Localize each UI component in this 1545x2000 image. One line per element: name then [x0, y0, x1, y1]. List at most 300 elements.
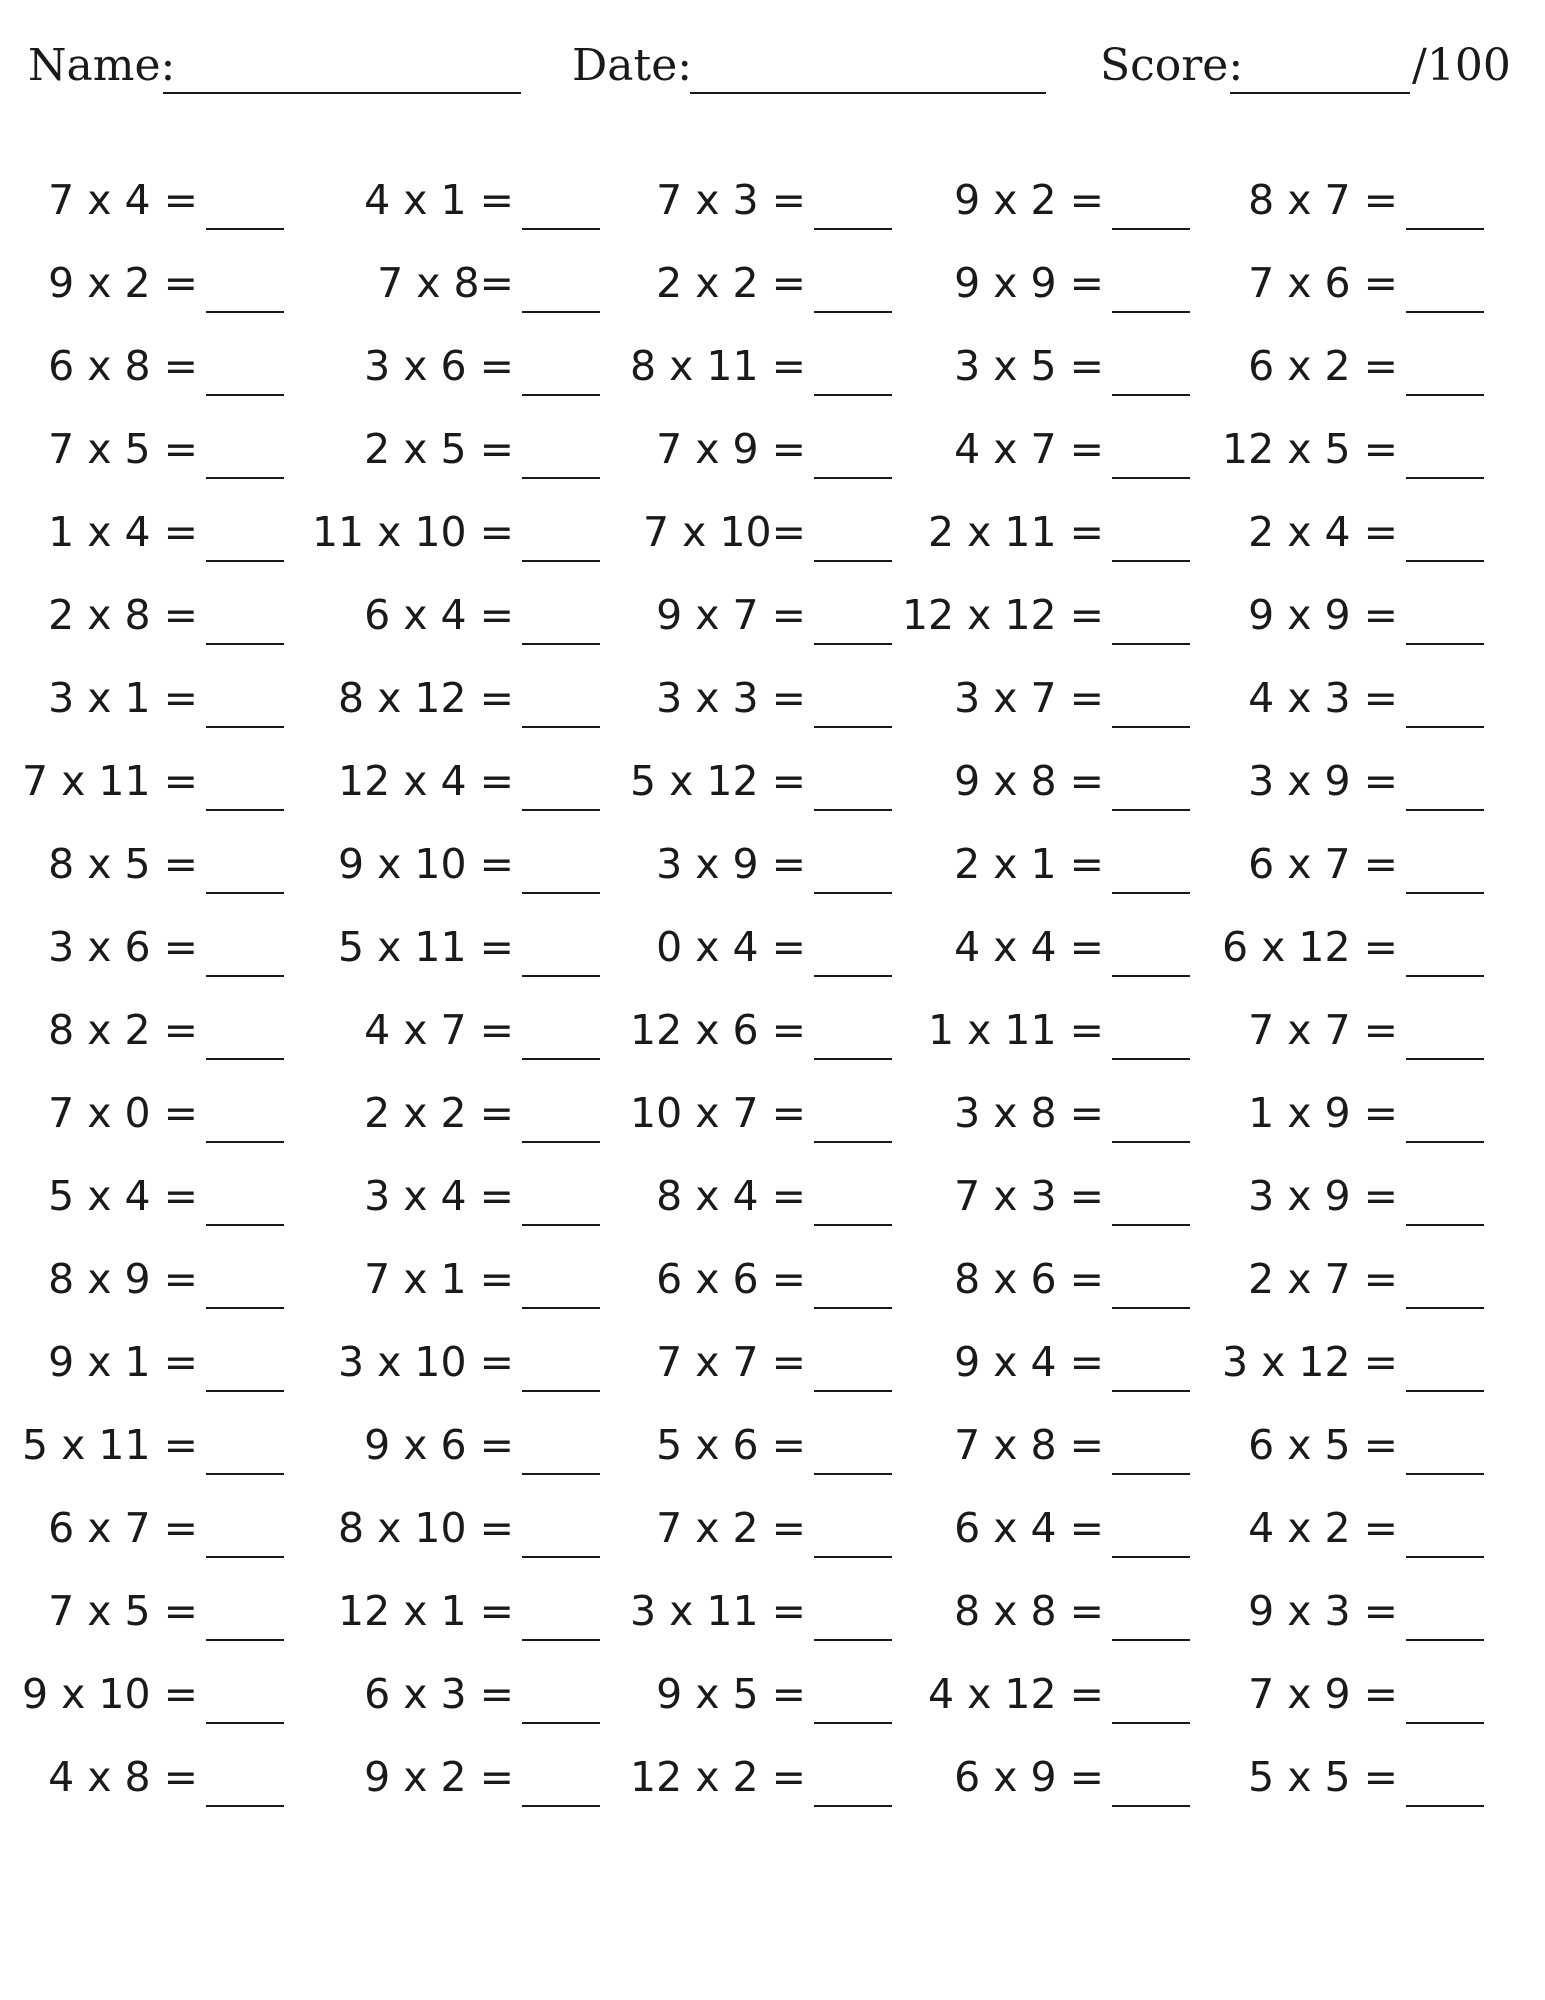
problem-expression: 9 x 2 = [48, 259, 198, 307]
problem-expression: 7 x 8 = [954, 1421, 1104, 1469]
problem-item [22, 747, 330, 830]
answer-blank[interactable] [814, 643, 892, 645]
problem-item [1210, 747, 1500, 830]
problem-expression: 1 x 4 = [48, 508, 198, 556]
problem-item [40, 996, 330, 1079]
answer-blank[interactable] [1112, 1307, 1190, 1309]
problem-expression: 12 x 12 = [901, 591, 1104, 639]
problem-item [918, 166, 1208, 249]
problem-expression: 9 x 2 = [954, 176, 1104, 224]
problem-expression: 8 x 4 = [656, 1172, 806, 1220]
answer-blank[interactable] [1112, 1722, 1190, 1724]
problem-expression: 4 x 7 = [954, 425, 1104, 473]
answer-blank[interactable] [1112, 643, 1190, 645]
problem-item [901, 581, 1208, 664]
answer-blank[interactable] [1112, 477, 1190, 479]
problem-expression: 3 x 1 = [48, 674, 198, 722]
problem-item [918, 1245, 1208, 1328]
answer-blank[interactable] [206, 1722, 284, 1724]
problem-item [918, 1162, 1208, 1245]
answer-blank[interactable] [522, 1390, 600, 1392]
problem-expression: 9 x 2 = [364, 1753, 514, 1801]
problem-item [1210, 1245, 1500, 1328]
problem-item [618, 1577, 908, 1660]
problem-item [618, 830, 908, 913]
problem-item [618, 664, 908, 747]
answer-blank[interactable] [522, 560, 600, 562]
problem-item [40, 581, 330, 664]
problem-expression: 5 x 5 = [1248, 1753, 1398, 1801]
problem-item [330, 249, 620, 332]
answer-blank[interactable] [814, 975, 892, 977]
answer-blank[interactable] [206, 1473, 284, 1475]
problem-item [1210, 581, 1500, 664]
problem-expression: 12 x 6 = [630, 1006, 806, 1054]
answer-blank[interactable] [522, 1722, 600, 1724]
problem-item [618, 747, 908, 830]
problem-item [1210, 996, 1500, 1079]
problem-expression: 8 x 9 = [48, 1255, 198, 1303]
problem-item [918, 1577, 1208, 1660]
problem-item [1210, 249, 1500, 332]
problem-item [1210, 913, 1500, 996]
problem-item [618, 332, 908, 415]
problem-expression: 9 x 4 = [954, 1338, 1104, 1386]
problem-expression: 9 x 8 = [954, 757, 1104, 805]
answer-blank[interactable] [1112, 892, 1190, 894]
answer-blank[interactable] [522, 1639, 600, 1641]
problem-expression: 6 x 5 = [1248, 1421, 1398, 1469]
problem-item [330, 1328, 620, 1411]
problem-item [1210, 1660, 1500, 1743]
answer-blank[interactable] [522, 975, 600, 977]
problem-expression: 8 x 10 = [338, 1504, 514, 1552]
answer-blank[interactable] [1112, 1805, 1190, 1807]
answer-blank[interactable] [1112, 1556, 1190, 1558]
answer-blank[interactable] [1406, 1639, 1484, 1641]
date-blank-line[interactable] [690, 92, 1046, 94]
problem-expression: 3 x 11 = [630, 1587, 806, 1635]
problem-expression: 5 x 11 = [338, 923, 514, 971]
answer-blank[interactable] [1406, 1224, 1484, 1226]
problem-expression: 9 x 10 = [22, 1670, 198, 1718]
problem-item [618, 166, 908, 249]
answer-blank[interactable] [206, 1307, 284, 1309]
problem-expression: 3 x 7 = [954, 674, 1104, 722]
problem-column-4 [901, 166, 1208, 1826]
score-blank-line[interactable] [1230, 92, 1410, 94]
problem-expression: 3 x 8 = [954, 1089, 1104, 1137]
problem-expression: 7 x 7 = [1248, 1006, 1398, 1054]
answer-blank[interactable] [814, 1556, 892, 1558]
problem-column-5 [1210, 166, 1500, 1826]
answer-blank[interactable] [206, 311, 284, 313]
answer-blank[interactable] [814, 560, 892, 562]
problem-expression: 3 x 3 = [656, 674, 806, 722]
answer-blank[interactable] [1112, 1058, 1190, 1060]
date-field[interactable] [572, 36, 1072, 106]
problem-expression: 6 x 7 = [48, 1504, 198, 1552]
problem-item [330, 1494, 620, 1577]
problem-expression: 3 x 9 = [1248, 757, 1398, 805]
answer-blank[interactable] [206, 809, 284, 811]
problem-item [330, 830, 620, 913]
problem-item [40, 1494, 330, 1577]
answer-blank[interactable] [206, 643, 284, 645]
problem-expression: 10 x 7 = [630, 1089, 806, 1137]
answer-blank[interactable] [522, 394, 600, 396]
answer-blank[interactable] [1112, 394, 1190, 396]
problem-item [618, 1660, 908, 1743]
problem-expression: 7 x 10= [643, 508, 806, 556]
problem-expression: 12 x 5 = [1222, 425, 1398, 473]
problem-expression: 3 x 10 = [338, 1338, 514, 1386]
answer-blank[interactable] [1112, 228, 1190, 230]
problem-item [330, 913, 620, 996]
problem-item [330, 1577, 620, 1660]
problem-expression: 3 x 9 = [1248, 1172, 1398, 1220]
problem-item [1210, 1577, 1500, 1660]
answer-blank[interactable] [1112, 975, 1190, 977]
problem-item [311, 498, 620, 581]
answer-blank[interactable] [522, 1307, 600, 1309]
answer-blank[interactable] [1406, 560, 1484, 562]
problem-expression: 5 x 6 = [656, 1421, 806, 1469]
answer-blank[interactable] [206, 892, 284, 894]
problem-expression: 2 x 8 = [48, 591, 198, 639]
problem-item [918, 1660, 1208, 1743]
answer-blank[interactable] [1112, 809, 1190, 811]
problem-item [918, 664, 1208, 747]
problem-expression: 8 x 7 = [1248, 176, 1398, 224]
problem-item [330, 664, 620, 747]
answer-blank[interactable] [814, 1390, 892, 1392]
problem-expression: 7 x 11 = [22, 757, 198, 805]
problem-expression: 8 x 6 = [954, 1255, 1104, 1303]
problem-item [40, 498, 330, 581]
problem-item [618, 1079, 908, 1162]
problem-expression: 9 x 6 = [364, 1421, 514, 1469]
problem-item [918, 249, 1208, 332]
problem-expression: 9 x 9 = [954, 259, 1104, 307]
answer-blank[interactable] [1406, 809, 1484, 811]
answer-blank[interactable] [814, 1473, 892, 1475]
problem-expression: 6 x 2 = [1248, 342, 1398, 390]
answer-blank[interactable] [1112, 1639, 1190, 1641]
answer-blank[interactable] [814, 228, 892, 230]
problem-item [1210, 1079, 1500, 1162]
problem-expression: 7 x 3 = [656, 176, 806, 224]
answer-blank[interactable] [206, 726, 284, 728]
answer-blank[interactable] [1406, 643, 1484, 645]
answer-blank[interactable] [206, 1224, 284, 1226]
answer-blank[interactable] [814, 477, 892, 479]
problem-expression: 4 x 12 = [928, 1670, 1104, 1718]
problem-item [918, 1494, 1208, 1577]
answer-blank[interactable] [522, 311, 600, 313]
problem-expression: 1 x 11 = [928, 1006, 1104, 1054]
problem-expression: 7 x 9 = [1248, 1670, 1398, 1718]
answer-blank[interactable] [206, 1058, 284, 1060]
problem-item [40, 1245, 330, 1328]
problem-item [1210, 415, 1500, 498]
answer-blank[interactable] [1406, 394, 1484, 396]
problem-item [618, 913, 908, 996]
answer-blank[interactable] [206, 560, 284, 562]
problem-item [1210, 1328, 1500, 1411]
problem-item [40, 1079, 330, 1162]
problem-expression: 4 x 1 = [364, 176, 514, 224]
answer-blank[interactable] [814, 394, 892, 396]
answer-blank[interactable] [1406, 1722, 1484, 1724]
problem-item [1210, 498, 1500, 581]
answer-blank[interactable] [206, 1556, 284, 1558]
problem-item [918, 415, 1208, 498]
answer-blank[interactable] [814, 1224, 892, 1226]
problem-item [40, 166, 330, 249]
problem-item [918, 498, 1208, 581]
answer-blank[interactable] [814, 1639, 892, 1641]
answer-blank[interactable] [1406, 726, 1484, 728]
problem-item [330, 1162, 620, 1245]
problem-column-1 [22, 166, 330, 1826]
problem-expression: 7 x 7 = [656, 1338, 806, 1386]
problem-item [1210, 1494, 1500, 1577]
answer-blank[interactable] [814, 1307, 892, 1309]
problem-item [918, 913, 1208, 996]
problem-expression: 1 x 9 = [1248, 1089, 1398, 1137]
problem-item [918, 830, 1208, 913]
problem-expression: 3 x 9 = [656, 840, 806, 888]
problem-expression: 9 x 3 = [1248, 1587, 1398, 1635]
problem-expression: 4 x 3 = [1248, 674, 1398, 722]
problem-expression: 6 x 4 = [364, 591, 514, 639]
problem-item [22, 1660, 330, 1743]
problem-item [918, 1079, 1208, 1162]
problem-item [40, 1328, 330, 1411]
problem-expression: 11 x 10 = [311, 508, 514, 556]
answer-blank[interactable] [206, 1805, 284, 1807]
answer-blank[interactable] [1406, 975, 1484, 977]
problem-item [1210, 1743, 1500, 1826]
answer-blank[interactable] [522, 477, 600, 479]
problem-item [618, 1743, 908, 1826]
problem-expression: 7 x 2 = [656, 1504, 806, 1552]
problem-item [330, 332, 620, 415]
problem-item [40, 913, 330, 996]
answer-blank[interactable] [1406, 228, 1484, 230]
score-total: /100 [1412, 40, 1511, 91]
problem-item [918, 747, 1208, 830]
problem-expression: 6 x 7 = [1248, 840, 1398, 888]
problem-expression: 5 x 11 = [22, 1421, 198, 1469]
answer-blank[interactable] [814, 1722, 892, 1724]
problem-item [330, 166, 620, 249]
problem-expression: 7 x 4 = [48, 176, 198, 224]
problem-item [40, 415, 330, 498]
problem-expression: 2 x 1 = [954, 840, 1104, 888]
problem-expression: 9 x 10 = [338, 840, 514, 888]
problem-item [40, 249, 330, 332]
problem-item [1210, 332, 1500, 415]
problem-expression: 9 x 1 = [48, 1338, 198, 1386]
problem-item [618, 415, 908, 498]
problem-item [618, 249, 908, 332]
problem-item [330, 1660, 620, 1743]
problem-item [330, 996, 620, 1079]
problem-expression: 7 x 5 = [48, 1587, 198, 1635]
answer-blank[interactable] [206, 477, 284, 479]
name-blank-line[interactable] [163, 92, 521, 94]
problem-expression: 2 x 2 = [364, 1089, 514, 1137]
problem-expression: 5 x 12 = [630, 757, 806, 805]
problem-expression: 6 x 4 = [954, 1504, 1104, 1552]
problem-expression: 8 x 12 = [338, 674, 514, 722]
problem-item [40, 1577, 330, 1660]
problem-item [618, 1328, 908, 1411]
problem-expression: 0 x 4 = [656, 923, 806, 971]
answer-blank[interactable] [206, 228, 284, 230]
problem-expression: 7 x 9 = [656, 425, 806, 473]
problem-expression: 3 x 6 = [364, 342, 514, 390]
problem-item [1210, 1411, 1500, 1494]
problem-item [918, 332, 1208, 415]
answer-blank[interactable] [1406, 311, 1484, 313]
answer-blank[interactable] [522, 643, 600, 645]
problem-expression: 9 x 7 = [656, 591, 806, 639]
answer-blank[interactable] [522, 726, 600, 728]
problem-column-3 [618, 166, 908, 1826]
problem-expression: 9 x 9 = [1248, 591, 1398, 639]
problem-item [918, 996, 1208, 1079]
problem-item [618, 1245, 908, 1328]
answer-blank[interactable] [522, 1141, 600, 1143]
answer-blank[interactable] [814, 311, 892, 313]
problem-item [618, 498, 908, 581]
problem-item [330, 1079, 620, 1162]
problem-expression: 4 x 7 = [364, 1006, 514, 1054]
name-field[interactable] [28, 36, 528, 106]
problem-expression: 8 x 8 = [954, 1587, 1104, 1635]
problem-item [40, 830, 330, 913]
answer-blank[interactable] [206, 1390, 284, 1392]
problem-expression: 6 x 3 = [364, 1670, 514, 1718]
problem-item [40, 332, 330, 415]
problem-expression: 2 x 2 = [656, 259, 806, 307]
problem-item [918, 1328, 1208, 1411]
name-label: Name: [28, 40, 176, 91]
answer-blank[interactable] [206, 975, 284, 977]
problem-item [40, 1162, 330, 1245]
problem-expression: 12 x 4 = [338, 757, 514, 805]
problem-expression: 2 x 7 = [1248, 1255, 1398, 1303]
problem-expression: 12 x 2 = [630, 1753, 806, 1801]
problem-expression: 2 x 5 = [364, 425, 514, 473]
answer-blank[interactable] [1112, 1473, 1190, 1475]
answer-blank[interactable] [522, 1556, 600, 1558]
problem-item [618, 1494, 908, 1577]
answer-blank[interactable] [522, 228, 600, 230]
answer-blank[interactable] [1406, 1805, 1484, 1807]
problem-expression: 8 x 2 = [48, 1006, 198, 1054]
answer-blank[interactable] [1406, 1556, 1484, 1558]
problem-expression: 7 x 0 = [48, 1089, 198, 1137]
answer-blank[interactable] [1112, 560, 1190, 562]
problem-expression: 7 x 8= [377, 259, 514, 307]
problem-column-2 [311, 166, 620, 1826]
problem-expression: 5 x 4 = [48, 1172, 198, 1220]
answer-blank[interactable] [1112, 1390, 1190, 1392]
problem-expression: 2 x 4 = [1248, 508, 1398, 556]
answer-blank[interactable] [522, 809, 600, 811]
problem-expression: 3 x 4 = [364, 1172, 514, 1220]
answer-blank[interactable] [1406, 1390, 1484, 1392]
answer-blank[interactable] [1112, 726, 1190, 728]
problem-item [22, 1411, 330, 1494]
answer-blank[interactable] [814, 1805, 892, 1807]
answer-blank[interactable] [522, 1473, 600, 1475]
answer-blank[interactable] [206, 1639, 284, 1641]
problem-expression: 7 x 3 = [954, 1172, 1104, 1220]
answer-blank[interactable] [814, 892, 892, 894]
answer-blank[interactable] [206, 394, 284, 396]
answer-blank[interactable] [1406, 1058, 1484, 1060]
problem-expression: 4 x 4 = [954, 923, 1104, 971]
problem-item [330, 415, 620, 498]
problem-item [1210, 166, 1500, 249]
answer-blank[interactable] [1406, 1473, 1484, 1475]
problem-item [40, 664, 330, 747]
answer-blank[interactable] [814, 1141, 892, 1143]
date-label: Date: [572, 40, 693, 91]
answer-blank[interactable] [1112, 1224, 1190, 1226]
problem-item [618, 581, 908, 664]
problem-expression: 8 x 11 = [630, 342, 806, 390]
problem-expression: 4 x 2 = [1248, 1504, 1398, 1552]
answer-blank[interactable] [522, 1805, 600, 1807]
answer-blank[interactable] [1406, 1307, 1484, 1309]
problem-expression: 9 x 5 = [656, 1670, 806, 1718]
answer-blank[interactable] [1406, 892, 1484, 894]
answer-blank[interactable] [814, 726, 892, 728]
answer-blank[interactable] [814, 1058, 892, 1060]
score-field[interactable] [1100, 36, 1540, 106]
problem-item [618, 996, 908, 1079]
answer-blank[interactable] [206, 1141, 284, 1143]
answer-blank[interactable] [1112, 1141, 1190, 1143]
answer-blank[interactable] [522, 1058, 600, 1060]
answer-blank[interactable] [1406, 1141, 1484, 1143]
problem-item [330, 747, 620, 830]
answer-blank[interactable] [522, 1224, 600, 1226]
answer-blank[interactable] [1112, 311, 1190, 313]
problem-expression: 6 x 6 = [656, 1255, 806, 1303]
problem-expression: 7 x 5 = [48, 425, 198, 473]
problem-expression: 8 x 5 = [48, 840, 198, 888]
problem-expression: 3 x 6 = [48, 923, 198, 971]
score-label: Score: [1100, 40, 1244, 91]
problem-item [1210, 664, 1500, 747]
problem-expression: 7 x 6 = [1248, 259, 1398, 307]
problem-expression: 3 x 12 = [1222, 1338, 1398, 1386]
answer-blank[interactable] [522, 892, 600, 894]
answer-blank[interactable] [814, 809, 892, 811]
problem-item [330, 581, 620, 664]
problem-expression: 3 x 5 = [954, 342, 1104, 390]
answer-blank[interactable] [1406, 477, 1484, 479]
problem-expression: 2 x 11 = [928, 508, 1104, 556]
problem-expression: 7 x 1 = [364, 1255, 514, 1303]
